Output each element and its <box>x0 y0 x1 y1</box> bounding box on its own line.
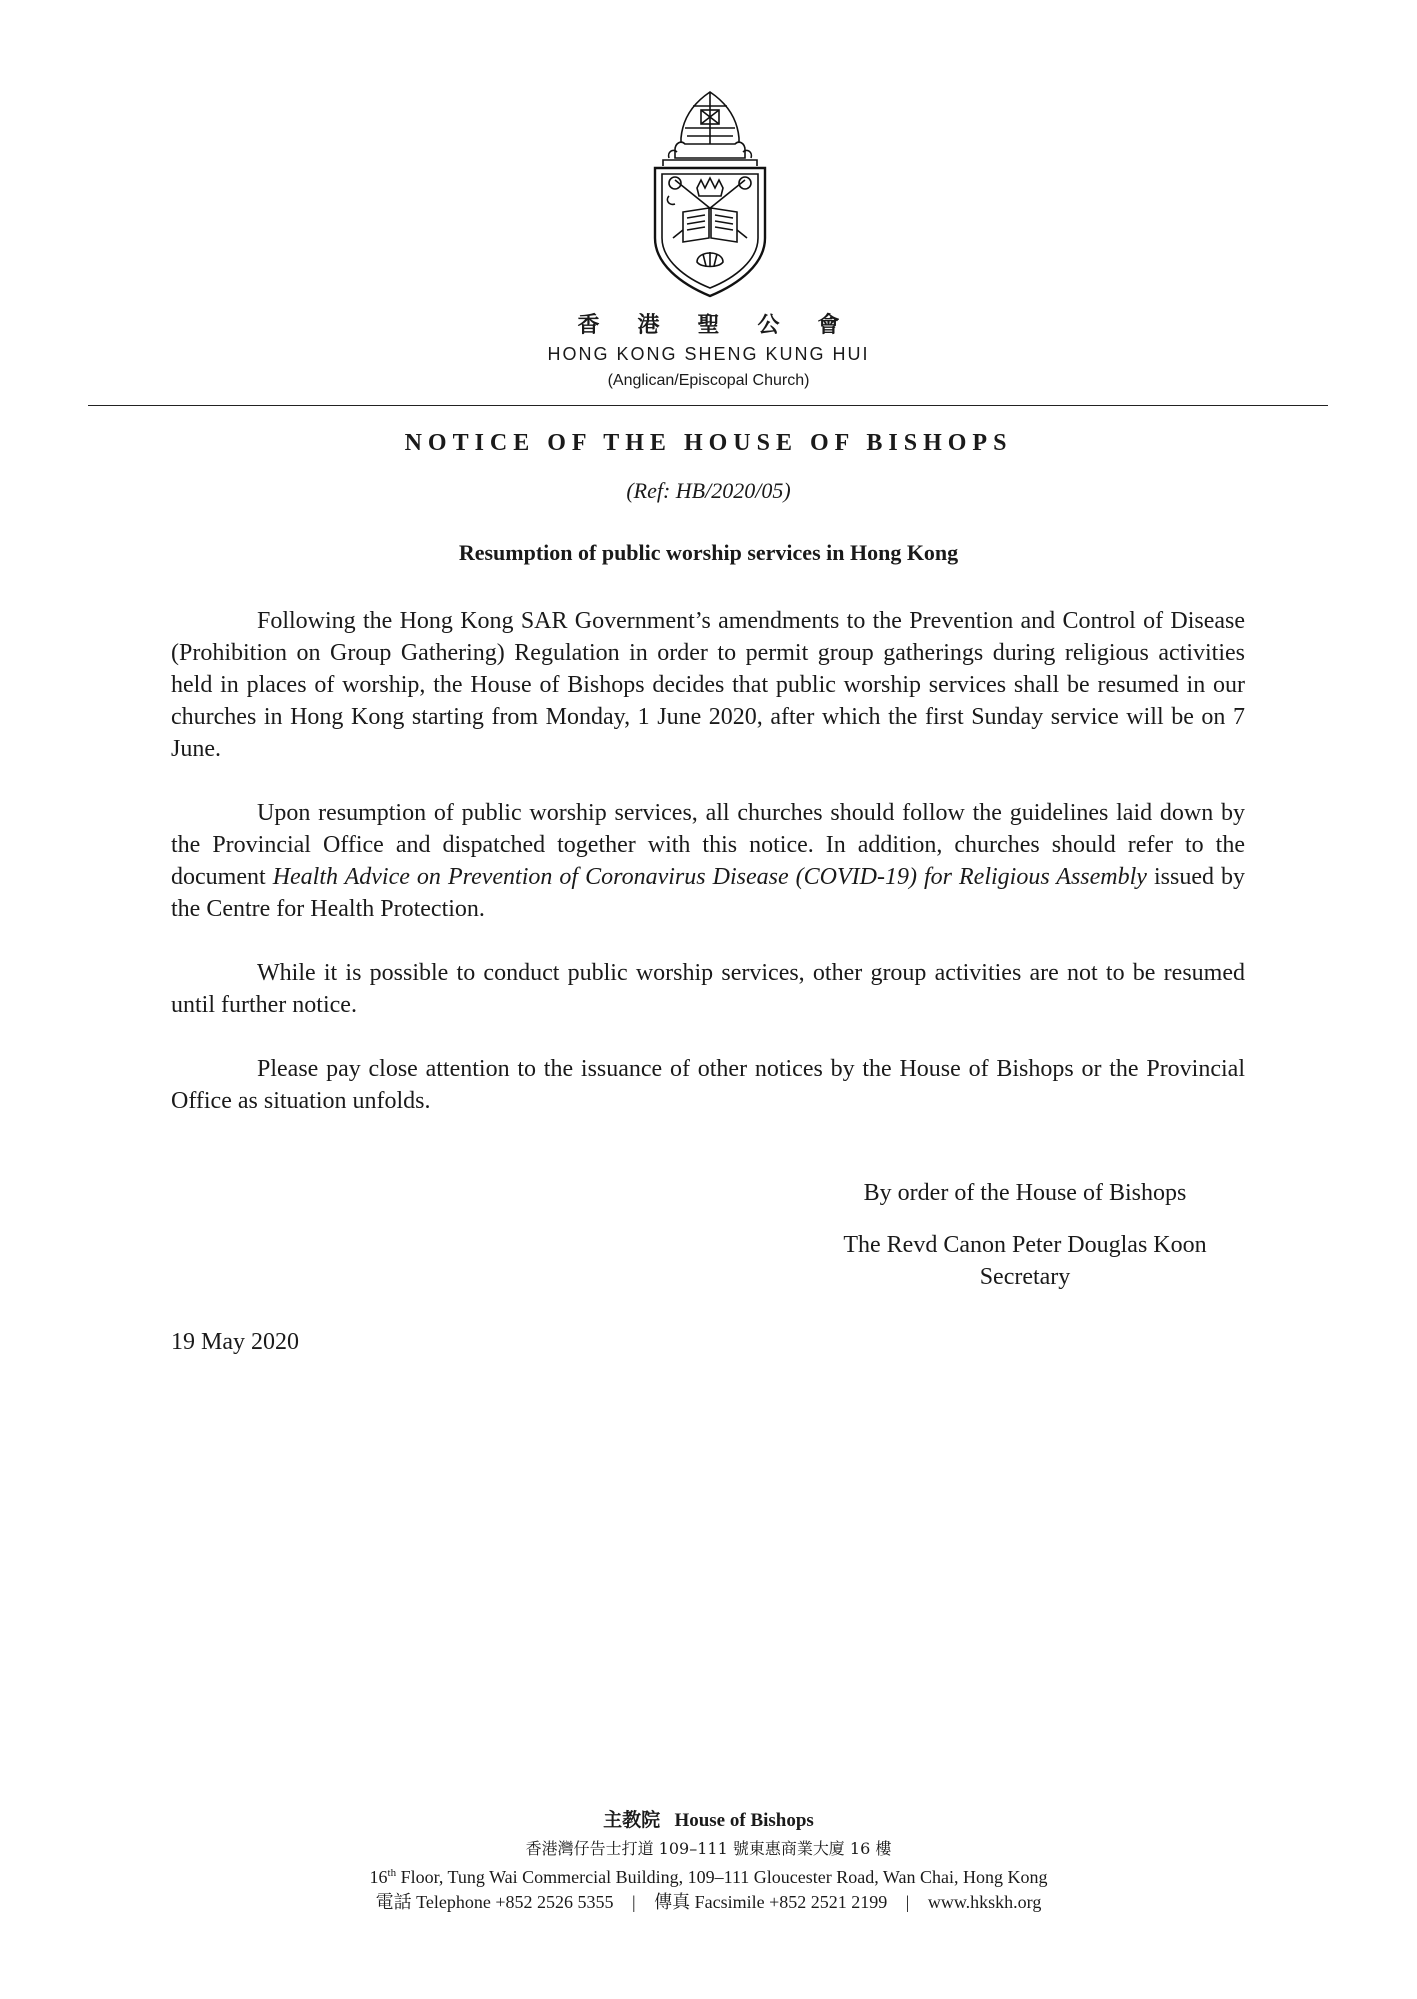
separator: | <box>631 1892 636 1912</box>
notice-subject: Resumption of public worship services in Hong Kong <box>458 540 959 565</box>
footer-title-zh: 主教院 <box>603 1809 661 1831</box>
notice-title: NOTICE OF THE HOUSE OF BISHOPS <box>404 430 1013 456</box>
footer-address-en <box>0 1861 1417 1890</box>
footer-website-link[interactable]: www.hkskh.org <box>927 1892 1042 1912</box>
paragraph-1: Following the Hong Kong SAR Government’s amendments to the Prevention and Control of Disease (Prohibition on Group Gathering) Regulation in order to permit group gatherings during religious activities held in places of worship, the House of Bishops decides that public worship services shall be resumed in our churches in Hong Kong starting from Monday, 1 June 2020, after which the first Sunday service will be on 7 June. <box>171 608 1245 762</box>
separator: | <box>905 1892 910 1912</box>
paragraph-3: While it is possible to conduct public worship services, other group activities are not to be resumed until further notice. <box>171 960 1245 1018</box>
church-crest-logo <box>635 88 785 300</box>
footer-fax: 傳真 Facsimile +852 2521 2199 <box>654 1892 888 1912</box>
floor-number: 16 <box>369 1867 388 1887</box>
church-name-chinese: 香港聖公會 <box>577 313 878 338</box>
footer-title <box>0 1808 1417 1833</box>
church-name-english: HONG KONG SHENG KUNG HUI <box>547 344 870 364</box>
signatory-role: Secretary <box>979 1264 1071 1290</box>
signature-block <box>790 1177 1260 1293</box>
floor-suffix: th <box>387 1867 397 1879</box>
signatory-name: The Revd Canon Peter Douglas Koon <box>843 1232 1207 1258</box>
footer-address-zh: 香港灣仔告士打道 109–111 號東惠商業大廈 16 樓 <box>525 1839 892 1858</box>
address-line: Floor, Tung Wai Commercial Building, 109–111 Gloucester Road, Wan Chai, Hong Kong <box>396 1867 1048 1887</box>
notice-date: 19 May 2020 <box>171 1329 299 1355</box>
footer-telephone: 電話 Telephone +852 2526 5355 <box>375 1892 614 1912</box>
paragraph-4: Please pay close attention to the issuance of other notices by the House of Bishops or the Provincial Office as situation unfolds. <box>171 1056 1245 1114</box>
reference-number: (Ref: HB/2020/05) <box>626 478 791 503</box>
notice-body <box>171 605 1245 1149</box>
church-type: (Anglican/Episcopal Church) <box>607 372 810 389</box>
footer-contact <box>0 1890 1417 1915</box>
header-divider <box>88 405 1328 406</box>
paragraph-2 <box>171 797 1245 925</box>
paragraph-2-text-a: Upon resumption of public worship services, all churches should follow the guidelines laid down by the Provincial Office and dispatched together with this notice. In addition, churches should refer to the document <box>171 800 1245 890</box>
health-advice-document-title: Health Advice on Prevention of Coronavirus Disease (COVID-19) for Religious Assembly <box>272 864 1147 890</box>
footer-title-en: House of Bishops <box>674 1810 814 1831</box>
footer <box>0 1808 1417 1915</box>
paragraph-2-text-b: issued by the Centre for Health Protection. <box>171 864 1246 922</box>
signature-order: By order of the House of Bishops <box>863 1180 1187 1206</box>
